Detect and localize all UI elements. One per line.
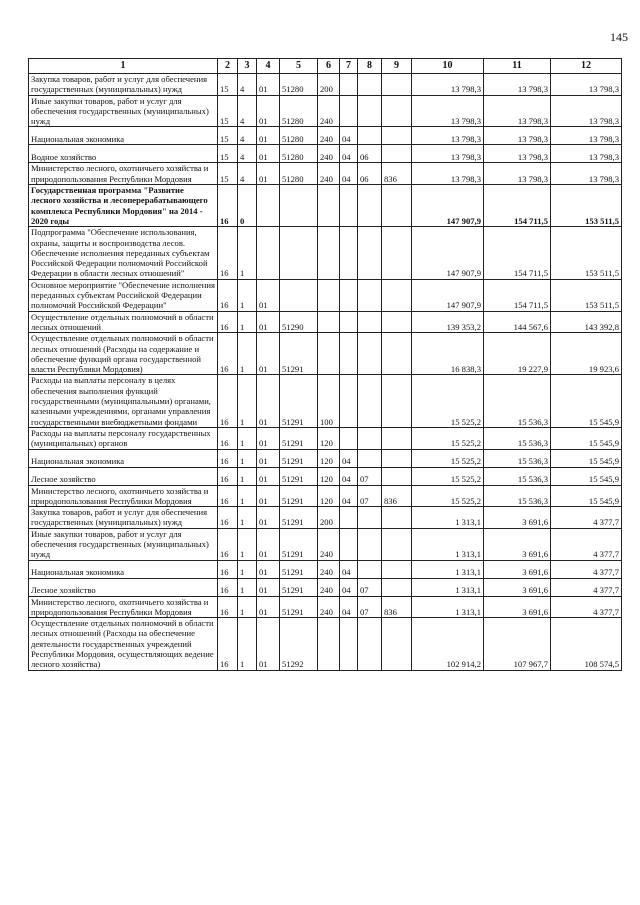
ministry-code-cell bbox=[382, 507, 412, 529]
expense-type-cell: 200 bbox=[318, 507, 340, 529]
section-code-cell: 16 bbox=[218, 427, 238, 449]
column-header: 4 bbox=[257, 59, 280, 74]
event-code-cell: 01 bbox=[257, 578, 280, 596]
amount-col10-cell: 1 313,1 bbox=[412, 528, 484, 560]
direction-code-cell: 51291 bbox=[280, 333, 318, 375]
subdivision-cell bbox=[358, 333, 382, 375]
subdivision-cell: 07 bbox=[358, 467, 382, 485]
column-header: 11 bbox=[484, 59, 551, 74]
amount-col12-cell: 15 545,9 bbox=[551, 467, 622, 485]
expense-type-cell: 240 bbox=[318, 528, 340, 560]
section-code-cell: 16 bbox=[218, 485, 238, 507]
event-code-cell: 01 bbox=[257, 311, 280, 333]
event-code-cell: 01 bbox=[257, 560, 280, 578]
division-cell bbox=[340, 279, 358, 311]
ministry-code-cell bbox=[382, 95, 412, 127]
table-row bbox=[29, 485, 622, 507]
section-code-cell: 15 bbox=[218, 127, 238, 145]
subprogram-code-cell: 1 bbox=[238, 427, 257, 449]
amount-col10-cell: 15 525,2 bbox=[412, 427, 484, 449]
section-code-cell: 16 bbox=[218, 185, 238, 227]
table-row bbox=[29, 279, 622, 311]
amount-col12-cell: 4 377,7 bbox=[551, 528, 622, 560]
subprogram-code-cell: 1 bbox=[238, 449, 257, 467]
amount-col11-cell: 154 711,5 bbox=[484, 279, 551, 311]
expense-type-cell: 200 bbox=[318, 74, 340, 96]
division-cell: 04 bbox=[340, 596, 358, 618]
expense-type-cell: 120 bbox=[318, 449, 340, 467]
table-row bbox=[29, 127, 622, 145]
amount-col12-cell: 13 798,3 bbox=[551, 163, 622, 185]
ministry-code-cell: 836 bbox=[382, 485, 412, 507]
division-cell: 04 bbox=[340, 163, 358, 185]
expense-type-cell: 240 bbox=[318, 145, 340, 163]
amount-col10-cell: 15 525,2 bbox=[412, 375, 484, 427]
event-code-cell: 01 bbox=[257, 485, 280, 507]
amount-col11-cell: 15 536,3 bbox=[484, 427, 551, 449]
amount-col11-cell: 154 711,5 bbox=[484, 227, 551, 279]
amount-col10-cell: 147 907,9 bbox=[412, 279, 484, 311]
event-code-cell: 01 bbox=[257, 427, 280, 449]
division-cell bbox=[340, 507, 358, 529]
section-code-cell: 16 bbox=[218, 279, 238, 311]
ministry-code-cell bbox=[382, 74, 412, 96]
ministry-code-cell: 836 bbox=[382, 596, 412, 618]
subprogram-code-cell: 4 bbox=[238, 163, 257, 185]
table-row bbox=[29, 560, 622, 578]
amount-col12-cell: 143 392,8 bbox=[551, 311, 622, 333]
direction-code-cell: 51291 bbox=[280, 375, 318, 427]
column-header: 6 bbox=[318, 59, 340, 74]
direction-code-cell: 51291 bbox=[280, 578, 318, 596]
amount-col10-cell: 13 798,3 bbox=[412, 163, 484, 185]
subdivision-cell bbox=[358, 427, 382, 449]
ministry-code-cell bbox=[382, 185, 412, 227]
amount-col12-cell: 19 923,6 bbox=[551, 333, 622, 375]
subdivision-cell bbox=[358, 507, 382, 529]
amount-col11-cell: 15 536,3 bbox=[484, 485, 551, 507]
amount-col10-cell: 139 353,2 bbox=[412, 311, 484, 333]
direction-code-cell: 51290 bbox=[280, 311, 318, 333]
amount-col12-cell: 13 798,3 bbox=[551, 127, 622, 145]
row-name-cell: Национальная экономика bbox=[29, 449, 218, 467]
column-header: 1 bbox=[29, 59, 218, 74]
expense-type-cell: 240 bbox=[318, 578, 340, 596]
subprogram-code-cell: 1 bbox=[238, 596, 257, 618]
ministry-code-cell bbox=[382, 227, 412, 279]
subdivision-cell bbox=[358, 618, 382, 670]
expense-type-cell: 240 bbox=[318, 596, 340, 618]
event-code-cell: 01 bbox=[257, 618, 280, 670]
amount-col12-cell: 13 798,3 bbox=[551, 145, 622, 163]
expense-type-cell: 120 bbox=[318, 485, 340, 507]
table-row bbox=[29, 145, 622, 163]
section-code-cell: 15 bbox=[218, 145, 238, 163]
row-name-cell: Расходы на выплаты персоналу в целях обеспечения выполнения функций государственными (муниципальными) органами, казенными учреждениями, органами управления государственными внебюджетными фондами bbox=[29, 375, 218, 427]
direction-code-cell: 51291 bbox=[280, 449, 318, 467]
direction-code-cell bbox=[280, 185, 318, 227]
subprogram-code-cell: 1 bbox=[238, 507, 257, 529]
direction-code-cell: 51292 bbox=[280, 618, 318, 670]
expense-type-cell: 120 bbox=[318, 427, 340, 449]
row-name-cell: Министерство лесного, охотничьего хозяйства и природопользования Республики Мордовия bbox=[29, 485, 218, 507]
expense-type-cell: 120 bbox=[318, 467, 340, 485]
budget-table bbox=[28, 58, 622, 671]
row-name-cell: Министерство лесного, охотничьего хозяйства и природопользования Республики Мордовия bbox=[29, 163, 218, 185]
expense-type-cell: 240 bbox=[318, 95, 340, 127]
direction-code-cell: 51291 bbox=[280, 507, 318, 529]
amount-col12-cell: 153 511,5 bbox=[551, 279, 622, 311]
subdivision-cell bbox=[358, 449, 382, 467]
section-code-cell: 15 bbox=[218, 74, 238, 96]
amount-col10-cell: 1 313,1 bbox=[412, 578, 484, 596]
event-code-cell: 01 bbox=[257, 127, 280, 145]
amount-col11-cell: 3 691,6 bbox=[484, 578, 551, 596]
subprogram-code-cell: 1 bbox=[238, 227, 257, 279]
section-code-cell: 16 bbox=[218, 528, 238, 560]
subdivision-cell bbox=[358, 185, 382, 227]
ministry-code-cell bbox=[382, 311, 412, 333]
subdivision-cell bbox=[358, 311, 382, 333]
column-header: 9 bbox=[382, 59, 412, 74]
direction-code-cell bbox=[280, 279, 318, 311]
direction-code-cell: 51291 bbox=[280, 560, 318, 578]
amount-col12-cell: 15 545,9 bbox=[551, 427, 622, 449]
amount-col12-cell: 4 377,7 bbox=[551, 507, 622, 529]
subprogram-code-cell: 1 bbox=[238, 311, 257, 333]
division-cell: 04 bbox=[340, 145, 358, 163]
table-row bbox=[29, 449, 622, 467]
column-header: 12 bbox=[551, 59, 622, 74]
expense-type-cell bbox=[318, 227, 340, 279]
amount-col11-cell: 144 567,6 bbox=[484, 311, 551, 333]
subdivision-cell bbox=[358, 127, 382, 145]
table-row bbox=[29, 578, 622, 596]
expense-type-cell: 240 bbox=[318, 127, 340, 145]
subdivision-cell: 06 bbox=[358, 145, 382, 163]
direction-code-cell: 51280 bbox=[280, 145, 318, 163]
amount-col12-cell: 153 511,5 bbox=[551, 227, 622, 279]
division-cell bbox=[340, 528, 358, 560]
ministry-code-cell bbox=[382, 333, 412, 375]
table-row bbox=[29, 185, 622, 227]
subprogram-code-cell: 1 bbox=[238, 467, 257, 485]
division-cell bbox=[340, 95, 358, 127]
table-body bbox=[29, 74, 622, 671]
ministry-code-cell: 836 bbox=[382, 163, 412, 185]
subdivision-cell bbox=[358, 95, 382, 127]
row-name-cell: Осуществление отдельных полномочий в области лесных отношений (Расходы на обеспечение деятельности государственных учреждений Республики Мордовия, осуществляющих ведение лесного хозяйства) bbox=[29, 618, 218, 670]
direction-code-cell: 51280 bbox=[280, 74, 318, 96]
subdivision-cell bbox=[358, 528, 382, 560]
amount-col10-cell: 13 798,3 bbox=[412, 95, 484, 127]
division-cell bbox=[340, 427, 358, 449]
subprogram-code-cell: 1 bbox=[238, 375, 257, 427]
subdivision-cell: 07 bbox=[358, 596, 382, 618]
amount-col10-cell: 147 907,9 bbox=[412, 227, 484, 279]
event-code-cell: 01 bbox=[257, 507, 280, 529]
table-row bbox=[29, 163, 622, 185]
amount-col10-cell: 1 313,1 bbox=[412, 596, 484, 618]
row-name-cell: Национальная экономика bbox=[29, 560, 218, 578]
row-name-cell: Министерство лесного, охотничьего хозяйства и природопользования Республики Мордовия bbox=[29, 596, 218, 618]
amount-col12-cell: 15 545,9 bbox=[551, 449, 622, 467]
row-name-cell: Закупка товаров, работ и услуг для обеспечения государственных (муниципальных) нужд bbox=[29, 507, 218, 529]
page-number: 145 bbox=[610, 30, 628, 44]
section-code-cell: 16 bbox=[218, 311, 238, 333]
expense-type-cell bbox=[318, 618, 340, 670]
section-code-cell: 16 bbox=[218, 618, 238, 670]
column-header: 10 bbox=[412, 59, 484, 74]
ministry-code-cell bbox=[382, 279, 412, 311]
amount-col10-cell: 1 313,1 bbox=[412, 560, 484, 578]
subprogram-code-cell: 1 bbox=[238, 528, 257, 560]
amount-col12-cell: 153 511,5 bbox=[551, 185, 622, 227]
division-cell: 04 bbox=[340, 485, 358, 507]
column-header: 5 bbox=[280, 59, 318, 74]
division-cell: 04 bbox=[340, 560, 358, 578]
subprogram-code-cell: 1 bbox=[238, 279, 257, 311]
event-code-cell: 01 bbox=[257, 596, 280, 618]
row-name-cell: Основное мероприятие "Обеспечение исполнения переданных субъектам Российской Федерации полномочий Российской Федерации" bbox=[29, 279, 218, 311]
table-row bbox=[29, 427, 622, 449]
event-code-cell: 01 bbox=[257, 74, 280, 96]
section-code-cell: 16 bbox=[218, 467, 238, 485]
ministry-code-cell bbox=[382, 578, 412, 596]
expense-type-cell: 240 bbox=[318, 560, 340, 578]
ministry-code-cell bbox=[382, 427, 412, 449]
event-code-cell: 01 bbox=[257, 467, 280, 485]
amount-col10-cell: 13 798,3 bbox=[412, 127, 484, 145]
section-code-cell: 16 bbox=[218, 507, 238, 529]
event-code-cell: 01 bbox=[257, 145, 280, 163]
row-name-cell: Государственная программа "Развитие лесного хозяйства и лесоперерабатывающего комплекса Республики Мордовия" на 2014 - 2020 годы bbox=[29, 185, 218, 227]
division-cell bbox=[340, 375, 358, 427]
expense-type-cell bbox=[318, 185, 340, 227]
row-name-cell: Иные закупки товаров, работ и услуг для обеспечения государственных (муниципальных) нужд bbox=[29, 95, 218, 127]
amount-col10-cell: 102 914,2 bbox=[412, 618, 484, 670]
expense-type-cell: 100 bbox=[318, 375, 340, 427]
direction-code-cell: 51280 bbox=[280, 127, 318, 145]
ministry-code-cell bbox=[382, 528, 412, 560]
subdivision-cell bbox=[358, 375, 382, 427]
event-code-cell: 01 bbox=[257, 95, 280, 127]
ministry-code-cell bbox=[382, 145, 412, 163]
table-header-row bbox=[29, 59, 622, 74]
subdivision-cell: 06 bbox=[358, 163, 382, 185]
row-name-cell: Лесное хозяйство bbox=[29, 578, 218, 596]
ministry-code-cell bbox=[382, 560, 412, 578]
table-row bbox=[29, 618, 622, 670]
division-cell bbox=[340, 333, 358, 375]
ministry-code-cell bbox=[382, 467, 412, 485]
table-row bbox=[29, 227, 622, 279]
amount-col11-cell: 15 536,3 bbox=[484, 375, 551, 427]
column-header: 7 bbox=[340, 59, 358, 74]
amount-col12-cell: 15 545,9 bbox=[551, 485, 622, 507]
amount-col12-cell: 15 545,9 bbox=[551, 375, 622, 427]
row-name-cell: Национальная экономика bbox=[29, 127, 218, 145]
table-row bbox=[29, 528, 622, 560]
subprogram-code-cell: 1 bbox=[238, 560, 257, 578]
subdivision-cell bbox=[358, 74, 382, 96]
amount-col10-cell: 13 798,3 bbox=[412, 74, 484, 96]
expense-type-cell: 240 bbox=[318, 163, 340, 185]
event-code-cell: 01 bbox=[257, 375, 280, 427]
amount-col12-cell: 4 377,7 bbox=[551, 560, 622, 578]
subprogram-code-cell: 1 bbox=[238, 333, 257, 375]
subprogram-code-cell: 1 bbox=[238, 578, 257, 596]
table-row bbox=[29, 507, 622, 529]
subprogram-code-cell: 1 bbox=[238, 618, 257, 670]
row-name-cell: Осуществление отдельных полномочий в области лесных отношений bbox=[29, 311, 218, 333]
amount-col11-cell: 13 798,3 bbox=[484, 145, 551, 163]
row-name-cell: Расходы на выплаты персоналу государственных (муниципальных) органов bbox=[29, 427, 218, 449]
section-code-cell: 15 bbox=[218, 95, 238, 127]
section-code-cell: 16 bbox=[218, 596, 238, 618]
row-name-cell: Подпрограмма "Обеспечение использования, охраны, защиты и воспроизводства лесов. Обеспечение исполнения переданных субъектам Российской Федерации полномочий Российской Федерации в области лесных отношений" bbox=[29, 227, 218, 279]
row-name-cell: Осуществление отдельных полномочий в области лесных отношений (Расходы на содержание и обеспечение функций органа государственной власти Республики Мордовия) bbox=[29, 333, 218, 375]
division-cell bbox=[340, 227, 358, 279]
amount-col11-cell: 3 691,6 bbox=[484, 528, 551, 560]
subdivision-cell bbox=[358, 279, 382, 311]
amount-col11-cell: 154 711,5 bbox=[484, 185, 551, 227]
amount-col10-cell: 15 525,2 bbox=[412, 485, 484, 507]
ministry-code-cell bbox=[382, 618, 412, 670]
event-code-cell: 01 bbox=[257, 163, 280, 185]
ministry-code-cell bbox=[382, 449, 412, 467]
table-row bbox=[29, 311, 622, 333]
event-code-cell: 01 bbox=[257, 449, 280, 467]
amount-col11-cell: 3 691,6 bbox=[484, 560, 551, 578]
amount-col10-cell: 15 525,2 bbox=[412, 467, 484, 485]
event-code-cell: 01 bbox=[257, 333, 280, 375]
table-row bbox=[29, 467, 622, 485]
subprogram-code-cell: 4 bbox=[238, 74, 257, 96]
table-row bbox=[29, 375, 622, 427]
subprogram-code-cell: 4 bbox=[238, 127, 257, 145]
expense-type-cell bbox=[318, 333, 340, 375]
section-code-cell: 15 bbox=[218, 163, 238, 185]
amount-col11-cell: 19 227,9 bbox=[484, 333, 551, 375]
amount-col12-cell: 108 574,5 bbox=[551, 618, 622, 670]
direction-code-cell: 51291 bbox=[280, 485, 318, 507]
amount-col12-cell: 13 798,3 bbox=[551, 95, 622, 127]
division-cell: 04 bbox=[340, 467, 358, 485]
division-cell: 04 bbox=[340, 127, 358, 145]
direction-code-cell: 51280 bbox=[280, 95, 318, 127]
column-header: 2 bbox=[218, 59, 238, 74]
direction-code-cell: 51291 bbox=[280, 528, 318, 560]
division-cell: 04 bbox=[340, 578, 358, 596]
subdivision-cell: 07 bbox=[358, 578, 382, 596]
direction-code-cell: 51280 bbox=[280, 163, 318, 185]
amount-col11-cell: 13 798,3 bbox=[484, 95, 551, 127]
amount-col10-cell: 147 907,9 bbox=[412, 185, 484, 227]
amount-col10-cell: 15 525,2 bbox=[412, 449, 484, 467]
event-code-cell bbox=[257, 185, 280, 227]
division-cell bbox=[340, 185, 358, 227]
table-row bbox=[29, 95, 622, 127]
division-cell: 04 bbox=[340, 449, 358, 467]
row-name-cell: Лесное хозяйство bbox=[29, 467, 218, 485]
subprogram-code-cell: 4 bbox=[238, 95, 257, 127]
section-code-cell: 16 bbox=[218, 227, 238, 279]
section-code-cell: 16 bbox=[218, 578, 238, 596]
amount-col10-cell: 16 838,3 bbox=[412, 333, 484, 375]
amount-col11-cell: 13 798,3 bbox=[484, 127, 551, 145]
expense-type-cell bbox=[318, 279, 340, 311]
event-code-cell: 01 bbox=[257, 528, 280, 560]
ministry-code-cell bbox=[382, 127, 412, 145]
section-code-cell: 16 bbox=[218, 333, 238, 375]
row-name-cell: Водное хозяйство bbox=[29, 145, 218, 163]
subprogram-code-cell: 1 bbox=[238, 485, 257, 507]
amount-col12-cell: 13 798,3 bbox=[551, 74, 622, 96]
subdivision-cell: 07 bbox=[358, 485, 382, 507]
event-code-cell: 01 bbox=[257, 279, 280, 311]
amount-col11-cell: 15 536,3 bbox=[484, 449, 551, 467]
section-code-cell: 16 bbox=[218, 449, 238, 467]
subprogram-code-cell: 0 bbox=[238, 185, 257, 227]
section-code-cell: 16 bbox=[218, 560, 238, 578]
amount-col10-cell: 13 798,3 bbox=[412, 145, 484, 163]
division-cell bbox=[340, 74, 358, 96]
amount-col11-cell: 107 967,7 bbox=[484, 618, 551, 670]
amount-col12-cell: 4 377,7 bbox=[551, 578, 622, 596]
division-cell bbox=[340, 618, 358, 670]
division-cell bbox=[340, 311, 358, 333]
amount-col11-cell: 15 536,3 bbox=[484, 467, 551, 485]
direction-code-cell: 51291 bbox=[280, 467, 318, 485]
section-code-cell: 16 bbox=[218, 375, 238, 427]
amount-col11-cell: 3 691,6 bbox=[484, 507, 551, 529]
table-row bbox=[29, 74, 622, 96]
direction-code-cell bbox=[280, 227, 318, 279]
ministry-code-cell bbox=[382, 375, 412, 427]
column-header: 3 bbox=[238, 59, 257, 74]
table-row bbox=[29, 596, 622, 618]
amount-col10-cell: 1 313,1 bbox=[412, 507, 484, 529]
subdivision-cell bbox=[358, 227, 382, 279]
column-header: 8 bbox=[358, 59, 382, 74]
row-name-cell: Закупка товаров, работ и услуг для обеспечения государственных (муниципальных) нужд bbox=[29, 74, 218, 96]
amount-col12-cell: 4 377,7 bbox=[551, 596, 622, 618]
amount-col11-cell: 13 798,3 bbox=[484, 74, 551, 96]
direction-code-cell: 51291 bbox=[280, 596, 318, 618]
row-name-cell: Иные закупки товаров, работ и услуг для обеспечения государственных (муниципальных) нужд bbox=[29, 528, 218, 560]
amount-col11-cell: 13 798,3 bbox=[484, 163, 551, 185]
event-code-cell bbox=[257, 227, 280, 279]
expense-type-cell bbox=[318, 311, 340, 333]
amount-col11-cell: 3 691,6 bbox=[484, 596, 551, 618]
direction-code-cell: 51291 bbox=[280, 427, 318, 449]
subdivision-cell bbox=[358, 560, 382, 578]
table-row bbox=[29, 333, 622, 375]
subprogram-code-cell: 4 bbox=[238, 145, 257, 163]
